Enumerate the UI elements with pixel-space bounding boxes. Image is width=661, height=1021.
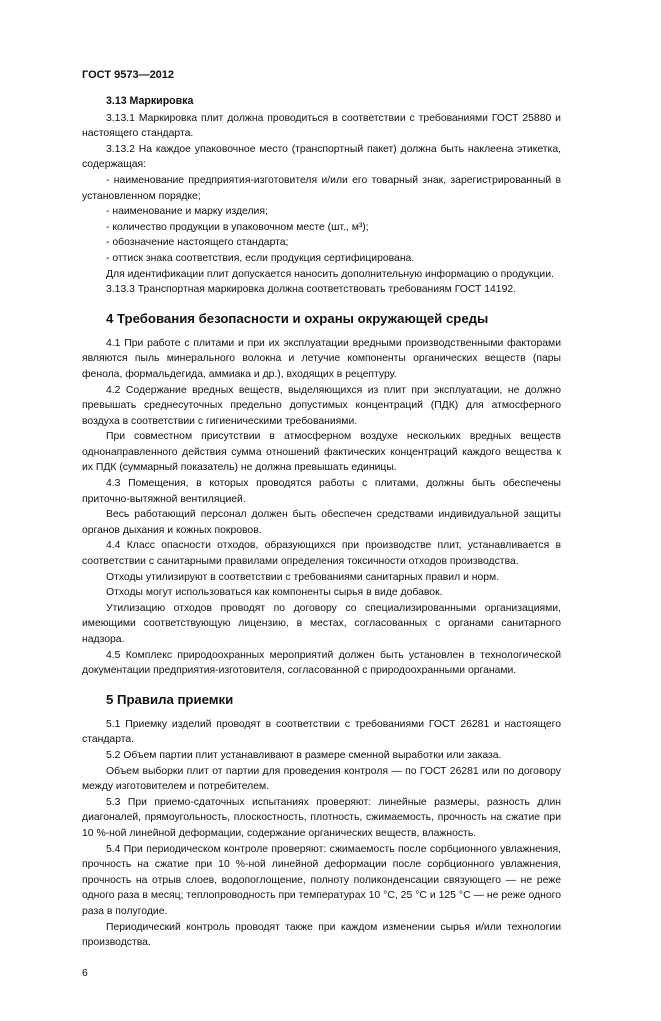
paragraph: 5.3 При приемо-сдаточных испытаниях проверяют: линейные размеры, разность длин диагоналей, прямоугольность, плоскостность, плотность, сжимаемость, прочность на сжатие при 10 %-ной линейной деформации, содержание органических веществ, влажность. xyxy=(82,796,561,839)
section-4 xyxy=(82,336,561,679)
paragraph: 4.5 Комплекс природоохранных мероприятий должен быть установлен в технологической документации предприятия-изготовителя, согласованной с природоохранными органами. xyxy=(82,649,561,677)
list-item: - обозначение настоящего стандарта; xyxy=(106,237,289,249)
paragraph: 3.13.3 Транспортная маркировка должна соответствовать требованиям ГОСТ 14192. xyxy=(106,284,517,296)
document-header: ГОСТ 9573—2012 xyxy=(82,69,175,81)
paragraph: 3.13.2 На каждое упаковочное место (транспортный пакет) должна быть наклеена этикетка, содержащая: xyxy=(82,143,561,171)
paragraph: 4.1 При работе с плитами и при их эксплуатации вредными производственными факторами являются пыль минерального волокна и летучие компоненты органических веществ (пары фенола, формальдегида, аммиака и др.), входящих в рецептуру. xyxy=(82,337,561,380)
paragraph: 3.13.1 Маркировка плит должна проводиться в соответствии с требованиями ГОСТ 25880 и настоящего стандарта. xyxy=(82,112,561,140)
paragraph: Утилизацию отходов проводят по договору со специализированными организациями, имеющими соответствующую лицензию, в местах, согласованных с органами санитарного надзора. xyxy=(82,602,561,645)
section-5-heading: 5 Правила приемки xyxy=(106,691,234,707)
paragraph: Весь работающий персонал должен быть обеспечен средствами индивидуальной защиты органов дыхания и кожных покровов. xyxy=(82,509,561,536)
paragraph: 5.4 При периодическом контроле проверяют: сжимаемость после сорбционного увлажнения, прочность на сжатие при 10 %-ной линейной деформации после сорбционного увлажнения, прочность на отрыв слоев, водопоглощение, полноту поликонденсации связующего — не реже одного раза в месяц; теплопроводность при температурах 10 °С, 25 °С и 125 °С — не реже одного раза в полугодие. xyxy=(82,843,561,917)
list-item: - наименование и марку изделия; xyxy=(106,206,268,218)
paragraph: 5.2 Объем партии плит устанавливают в размере сменной выработки или заказа. xyxy=(106,749,502,761)
paragraph: 5.1 Приемку изделий проводят в соответствии с требованиями ГОСТ 26281 и настоящего стандарта. xyxy=(82,718,561,746)
paragraph: Для идентификации плит допускается наносить дополнительную информацию о продукции. xyxy=(106,268,554,280)
paragraph: 4.3 Помещения, в которых проводятся работы с плитами, должны быть обеспечены приточно-вытяжной вентиляцией. xyxy=(82,478,561,505)
section-4-heading: 4 Требования безопасности и охраны окружающей среды xyxy=(106,310,489,326)
list-item: - количество продукции в упаковочном месте (шт., м³); xyxy=(106,221,369,233)
paragraph: Отходы могут использоваться как компоненты сырья в виде добавок. xyxy=(106,587,443,599)
list-item: - оттиск знака соответствия, если продукция сертифицирована. xyxy=(106,252,415,264)
subsection-heading: 3.13 Маркировка xyxy=(106,95,194,107)
section-3-13 xyxy=(82,94,561,298)
paragraph: При совместном присутствии в атмосферном воздухе нескольких вредных веществ однонаправленного действия сумма отношений фактических концентраций каждого вещества к их ПДК (суммарный показатель) не должна превышать единицы. xyxy=(82,431,561,474)
page-number: 6 xyxy=(82,967,88,979)
section-5 xyxy=(82,717,561,951)
paragraph: Объем выборки плит от партии для проведения контроля — по ГОСТ 26281 или по договору между изготовителем и потребителем. xyxy=(82,765,561,793)
paragraph: 4.4 Класс опасности отходов, образующихся при производстве плит, устанавливается в соответствии с санитарными правилами определения токсичности отходов производства. xyxy=(82,540,561,568)
paragraph: 4.2 Содержание вредных веществ, выделяющихся из плит при эксплуатации, не должно превышать среднесуточных предельно допустимых концентраций (ПДК) для атмосферного воздуха в соответствии с гигиеническими требованиями. xyxy=(82,384,561,427)
list-item: - наименование предприятия-изготовителя и/или его товарный знак, зарегистрированный в установленном порядке; xyxy=(82,174,561,202)
paragraph: Отходы утилизируют в соответствии с требованиями санитарных правил и норм. xyxy=(106,571,500,583)
paragraph: Периодический контроль проводят также при каждом изменении сырья и/или технологии производства. xyxy=(82,921,561,949)
